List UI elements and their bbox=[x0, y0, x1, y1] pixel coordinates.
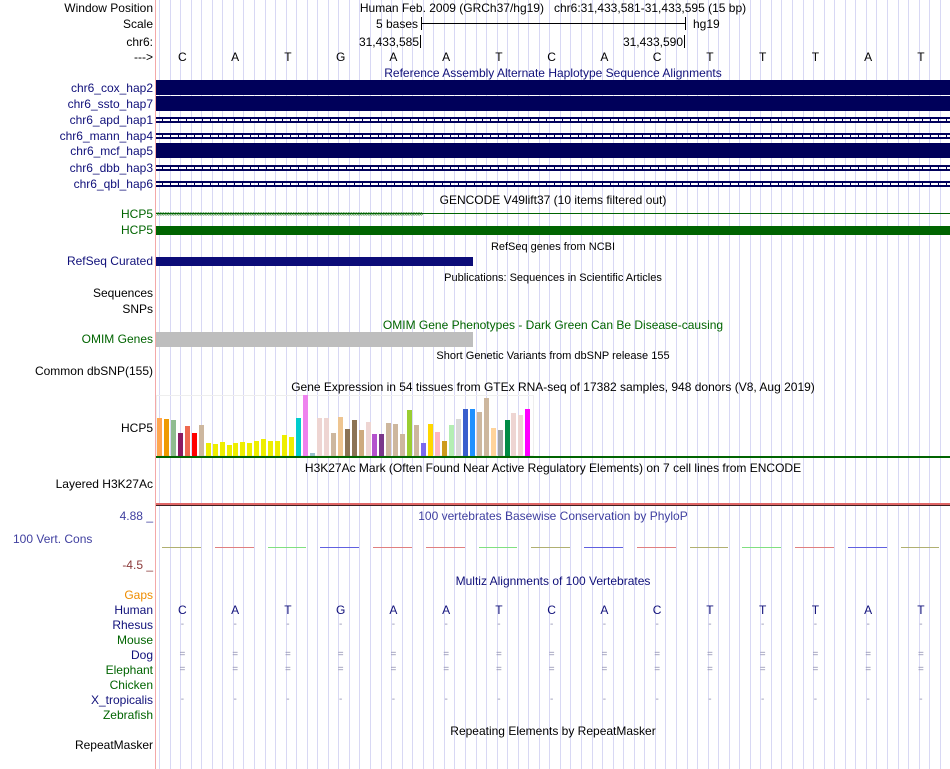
base-letter: T bbox=[811, 50, 820, 64]
gtex-tissue-bar[interactable] bbox=[518, 415, 523, 456]
gtex-tissue-bar[interactable] bbox=[178, 433, 183, 456]
alignment-base: C bbox=[547, 603, 556, 617]
publications-track-title[interactable]: Publications: Sequences in Scientific Articles bbox=[444, 272, 662, 284]
conservation-mark[interactable] bbox=[215, 547, 254, 548]
alignment-mark: = bbox=[812, 664, 819, 675]
multiz-gaps-label[interactable]: Gaps bbox=[124, 588, 153, 602]
gtex-tissue-bar[interactable] bbox=[317, 418, 322, 456]
scale-label: Scale bbox=[122, 17, 153, 31]
multiz-track-title[interactable]: Multiz Alignments of 100 Vertebrates bbox=[455, 574, 651, 588]
haplotype-track-title[interactable]: Reference Assembly Alternate Haplotype Sequence Alignments bbox=[384, 66, 722, 80]
refseq-label[interactable]: RefSeq Curated bbox=[66, 254, 153, 268]
alignment-mark: - bbox=[708, 619, 712, 630]
gridline bbox=[834, 0, 835, 769]
base-letter: T bbox=[284, 50, 292, 64]
alignment-base: T bbox=[706, 603, 714, 617]
gtex-tissue-bar[interactable] bbox=[366, 422, 371, 456]
gtex-gene-line bbox=[156, 456, 950, 458]
gtex-tissue-bar[interactable] bbox=[352, 420, 357, 456]
gencode-label-2[interactable]: HCP5 bbox=[120, 223, 153, 237]
gtex-tissue-bar[interactable] bbox=[428, 424, 433, 456]
gtex-tissue-bar[interactable] bbox=[240, 442, 245, 456]
gridline bbox=[940, 0, 941, 769]
alignment-mark: = bbox=[706, 649, 713, 660]
gtex-tissue-bar[interactable] bbox=[254, 441, 259, 456]
alignment-mark: - bbox=[338, 619, 343, 630]
gtex-tissue-bar[interactable] bbox=[505, 420, 510, 456]
gridline bbox=[887, 0, 888, 769]
gtex-tissue-bar[interactable] bbox=[296, 418, 301, 456]
gtex-tissue-bar[interactable] bbox=[324, 418, 329, 456]
alignment-mark: - bbox=[655, 619, 659, 630]
window-position-label: Window Position bbox=[64, 1, 153, 15]
base-letter: T bbox=[758, 50, 767, 64]
alignment-mark: - bbox=[549, 694, 554, 705]
alignment-mark: - bbox=[813, 694, 818, 705]
gtex-tissue-bar[interactable] bbox=[393, 424, 398, 456]
base-letter: A bbox=[231, 50, 240, 64]
alignment-base: T bbox=[811, 603, 820, 617]
haplotype-alignment-gap[interactable] bbox=[156, 133, 950, 139]
gridline bbox=[201, 0, 202, 769]
species-label[interactable]: Dog bbox=[130, 648, 153, 662]
omim-track-title[interactable]: OMIM Gene Phenotypes - Dark Green Can Be Disease-causing bbox=[382, 318, 724, 332]
gtex-tissue-bar[interactable] bbox=[157, 418, 162, 456]
conservation-mark[interactable] bbox=[268, 547, 307, 548]
alignment-mark: - bbox=[233, 694, 237, 705]
conservation-mark[interactable] bbox=[479, 547, 518, 548]
gridline bbox=[170, 0, 171, 769]
alignment-mark: - bbox=[233, 619, 237, 630]
gtex-tissue-bar[interactable] bbox=[227, 445, 232, 456]
gridline bbox=[898, 0, 899, 769]
conservation-mark[interactable] bbox=[795, 547, 834, 548]
alignment-mark: - bbox=[655, 694, 659, 705]
gencode-strand-arrows: ›››››››››››››››››››››››››››››››››››››››››››››››››››››››››››››››››››››››››››››››››››››››››››››››››››››››››››››››››››››››››››››››››››››››››››››››››››››››››››››››› bbox=[156, 209, 423, 218]
repeatmasker-track-title[interactable]: Repeating Elements by RepeatMasker bbox=[450, 724, 656, 738]
position-left-tick bbox=[420, 35, 421, 48]
alignment-base: T bbox=[284, 603, 292, 617]
alignment-base: A bbox=[600, 603, 609, 617]
gridline bbox=[191, 0, 192, 769]
alignment-mark: - bbox=[391, 619, 396, 630]
scale-tick-left bbox=[421, 17, 422, 30]
repeatmasker-label[interactable]: RepeatMasker bbox=[74, 738, 153, 752]
alignment-mark: = bbox=[443, 649, 450, 660]
gtex-tissue-bar[interactable] bbox=[511, 413, 516, 456]
haplotype-label[interactable]: chr6_cox_hap2 bbox=[70, 81, 153, 95]
alignment-mark: = bbox=[232, 649, 239, 660]
omim-label[interactable]: OMIM Genes bbox=[81, 332, 153, 346]
species-label[interactable]: Elephant bbox=[105, 663, 153, 677]
gtex-tissue-bar[interactable] bbox=[463, 409, 468, 456]
base-letter: A bbox=[864, 50, 873, 64]
alignment-mark: = bbox=[865, 664, 872, 675]
gtex-tissue-bar[interactable] bbox=[199, 425, 204, 456]
gridline bbox=[845, 0, 846, 769]
base-letter: G bbox=[335, 50, 346, 64]
alignment-mark: = bbox=[654, 664, 661, 675]
alignment-mark: = bbox=[284, 664, 291, 675]
alignment-mark: - bbox=[602, 619, 607, 630]
species-label[interactable]: Zebrafish bbox=[102, 708, 153, 722]
alignment-mark: = bbox=[548, 664, 555, 675]
h3k27ac-label[interactable]: Layered H3K27Ac bbox=[55, 477, 153, 491]
position-right: 31,433,590 bbox=[622, 35, 683, 49]
conservation-mark[interactable] bbox=[531, 547, 570, 548]
gtex-tissue-bar[interactable] bbox=[407, 410, 412, 456]
alignment-mark: - bbox=[919, 619, 923, 630]
base-letter: C bbox=[652, 50, 662, 64]
gtex-tissue-bar[interactable] bbox=[421, 443, 426, 456]
alignment-mark: - bbox=[391, 694, 396, 705]
alignment-mark: = bbox=[390, 649, 397, 660]
alignment-mark: - bbox=[444, 619, 448, 630]
alignment-mark: - bbox=[760, 694, 765, 705]
gridline bbox=[159, 0, 160, 769]
alignment-mark: - bbox=[180, 619, 185, 630]
alignment-mark: = bbox=[443, 664, 450, 675]
alignment-mark: - bbox=[497, 694, 501, 705]
gtex-tissue-bar[interactable] bbox=[498, 430, 503, 456]
alignment-mark: = bbox=[759, 649, 766, 660]
omim-gene-bar[interactable] bbox=[156, 332, 473, 347]
gridline bbox=[855, 0, 856, 769]
gridline bbox=[212, 0, 213, 769]
gtex-tissue-bar[interactable] bbox=[470, 409, 475, 456]
alignment-mark: = bbox=[495, 649, 502, 660]
gtex-tissue-bar[interactable] bbox=[220, 442, 225, 456]
conservation-mark[interactable] bbox=[637, 547, 676, 548]
haplotype-alignment-gap[interactable] bbox=[156, 165, 950, 171]
haplotype-label[interactable]: chr6_mann_hap4 bbox=[59, 129, 153, 143]
assembly-label: hg19 bbox=[693, 17, 720, 31]
gridline bbox=[275, 0, 276, 769]
base-letter: A bbox=[442, 50, 451, 64]
alignment-mark: = bbox=[917, 664, 924, 675]
haplotype-label[interactable]: chr6_dbb_hap3 bbox=[69, 161, 153, 175]
position-right-tick bbox=[684, 35, 685, 48]
gtex-tissue-bar[interactable] bbox=[303, 395, 308, 456]
alignment-mark: - bbox=[549, 619, 554, 630]
gtex-tissue-bar[interactable] bbox=[372, 434, 377, 456]
gtex-tissue-bar[interactable] bbox=[442, 441, 447, 456]
alignment-mark: = bbox=[337, 664, 344, 675]
alignment-mark: - bbox=[444, 694, 448, 705]
haplotype-alignment-bar[interactable] bbox=[156, 143, 950, 158]
conservation-mark[interactable] bbox=[742, 547, 781, 548]
gtex-tissue-bar[interactable] bbox=[386, 423, 391, 456]
refseq-track-title[interactable]: RefSeq genes from NCBI bbox=[490, 241, 616, 253]
alignment-mark: - bbox=[866, 619, 870, 630]
gencode-exon-bar[interactable] bbox=[156, 226, 950, 235]
gencode-track-title[interactable]: GENCODE V49lift37 (10 items filtered out) bbox=[439, 193, 667, 207]
species-label[interactable]: Chicken bbox=[109, 678, 153, 692]
gtex-tissue-bar[interactable] bbox=[435, 432, 440, 456]
conservation-mark[interactable] bbox=[584, 547, 623, 548]
haplotype-alignment-bar[interactable] bbox=[156, 96, 950, 111]
gtex-tissue-bar[interactable] bbox=[171, 420, 176, 456]
position-left: 31,433,585 bbox=[358, 35, 419, 49]
alignment-mark: - bbox=[708, 694, 712, 705]
alignment-base: C bbox=[652, 603, 662, 617]
alignment-mark: = bbox=[812, 649, 819, 660]
alignment-mark: - bbox=[866, 694, 870, 705]
alignment-base: T bbox=[917, 603, 925, 617]
haplotype-alignment-gap[interactable] bbox=[156, 117, 950, 123]
alignment-base: C bbox=[178, 603, 187, 617]
alignment-base: A bbox=[864, 603, 873, 617]
gtex-tissue-bar[interactable] bbox=[484, 398, 489, 456]
base-letter: A bbox=[389, 50, 398, 64]
phylop-track-title[interactable]: 100 vertebrates Basewise Conservation by PhyloP bbox=[418, 509, 688, 523]
gtex-tissue-bar[interactable] bbox=[233, 443, 238, 456]
gencode-label-1[interactable]: HCP5 bbox=[120, 207, 153, 221]
conservation-mark[interactable] bbox=[373, 547, 412, 548]
haplotype-label[interactable]: chr6_mcf_hap5 bbox=[70, 144, 153, 158]
gridline bbox=[254, 0, 255, 769]
chrom-label: chr6: bbox=[126, 35, 153, 49]
gtex-tissue-bar[interactable] bbox=[491, 428, 496, 456]
gtex-tissue-bar[interactable] bbox=[414, 425, 419, 456]
alignment-mark: - bbox=[286, 619, 290, 630]
alignment-mark: = bbox=[601, 664, 608, 675]
gtex-tissue-bar[interactable] bbox=[477, 412, 482, 456]
gtex-tissue-bar[interactable] bbox=[331, 433, 336, 456]
gtex-tissue-bar[interactable] bbox=[206, 443, 211, 456]
gridline bbox=[243, 0, 244, 769]
position-title: Human Feb. 2009 (GRCh37/hg19) chr6:31,433,581-31,433,595 (15 bp) bbox=[359, 1, 747, 15]
scale-tick-right bbox=[685, 17, 686, 30]
dbsnp-label[interactable]: Common dbSNP(155) bbox=[34, 364, 153, 378]
gtex-tissue-bar[interactable] bbox=[268, 441, 273, 456]
gridline bbox=[876, 0, 877, 769]
species-label[interactable]: Human bbox=[114, 603, 153, 617]
base-letter: T bbox=[706, 50, 714, 64]
strand-label: ---> bbox=[134, 50, 153, 64]
alignment-mark: = bbox=[759, 664, 766, 675]
alignment-mark: - bbox=[338, 694, 343, 705]
gridline bbox=[908, 0, 909, 769]
alignment-mark: - bbox=[760, 619, 765, 630]
publications-sequences-label[interactable]: Sequences bbox=[92, 286, 153, 300]
haplotype-label[interactable]: chr6_apd_hap1 bbox=[69, 113, 153, 127]
gtex-tissue-bar[interactable] bbox=[345, 429, 350, 456]
alignment-mark: = bbox=[179, 649, 186, 660]
h3k27ac-track-title[interactable]: H3K27Ac Mark (Often Found Near Active Regulatory Elements) on 7 cell lines from ENCODE bbox=[304, 461, 802, 475]
species-label[interactable]: Rhesus bbox=[112, 618, 153, 632]
gtex-track-title[interactable]: Gene Expression in 54 tissues from GTEx RNA-seq of 17382 samples, 948 donors (V8, Aug 2019) bbox=[291, 380, 815, 394]
gtex-bar-chart[interactable] bbox=[156, 395, 536, 456]
alignment-base: A bbox=[442, 603, 451, 617]
haplotype-label[interactable]: chr6_ssto_hap7 bbox=[67, 97, 153, 111]
alignment-mark: - bbox=[497, 619, 501, 630]
species-label[interactable]: Mouse bbox=[116, 633, 153, 647]
gtex-tissue-bar[interactable] bbox=[185, 426, 190, 456]
conservation-mark[interactable] bbox=[901, 547, 940, 548]
scale-text: 5 bases bbox=[375, 17, 418, 31]
publications-snps-label[interactable]: SNPs bbox=[122, 302, 153, 316]
alignment-mark: = bbox=[706, 664, 713, 675]
conservation-mark[interactable] bbox=[426, 547, 465, 548]
alignment-mark: = bbox=[390, 664, 397, 675]
label-divider bbox=[155, 0, 156, 769]
gtex-tissue-bar[interactable] bbox=[456, 419, 461, 456]
alignment-base: T bbox=[758, 603, 767, 617]
base-letter: T bbox=[495, 50, 503, 64]
alignment-mark: = bbox=[917, 649, 924, 660]
haplotype-alignment-gap[interactable] bbox=[156, 181, 950, 187]
phylop-max-label: 4.88 _ bbox=[119, 509, 153, 523]
dbsnp-track-title[interactable]: Short Genetic Variants from dbSNP release 155 bbox=[436, 350, 670, 362]
conservation-mark[interactable] bbox=[320, 547, 359, 548]
species-label[interactable]: X_tropicalis bbox=[90, 693, 153, 707]
alignment-base: G bbox=[335, 603, 346, 617]
haplotype-alignment-bar[interactable] bbox=[156, 80, 950, 95]
gtex-tissue-bar[interactable] bbox=[338, 417, 343, 456]
scale-bar bbox=[421, 23, 685, 24]
alignment-mark: = bbox=[495, 664, 502, 675]
gtex-tissue-bar[interactable] bbox=[192, 433, 197, 456]
gtex-tissue-bar[interactable] bbox=[282, 435, 287, 456]
alignment-mark: = bbox=[601, 649, 608, 660]
gtex-tissue-bar[interactable] bbox=[261, 439, 266, 456]
alignment-mark: - bbox=[919, 694, 923, 705]
alignment-mark: = bbox=[548, 649, 555, 660]
alignment-base: A bbox=[389, 603, 398, 617]
h3k27ac-signal-line bbox=[156, 503, 950, 506]
alignment-mark: = bbox=[654, 649, 661, 660]
alignment-mark: - bbox=[602, 694, 607, 705]
gtex-tissue-bar[interactable] bbox=[247, 443, 252, 456]
gridline bbox=[824, 0, 825, 769]
conservation-mark[interactable] bbox=[848, 547, 887, 548]
phylop-label[interactable]: 100 Vert. Cons bbox=[13, 532, 93, 546]
alignment-mark: = bbox=[179, 664, 186, 675]
gtex-label[interactable]: HCP5 bbox=[120, 421, 153, 435]
alignment-mark: = bbox=[284, 649, 291, 660]
gtex-tissue-bar[interactable] bbox=[449, 425, 454, 456]
alignment-mark: = bbox=[865, 649, 872, 660]
gtex-tissue-bar[interactable] bbox=[275, 441, 280, 456]
gridline bbox=[222, 0, 223, 769]
gridline bbox=[929, 0, 930, 769]
gtex-tissue-bar[interactable] bbox=[525, 409, 530, 456]
gtex-tissue-bar[interactable] bbox=[379, 434, 384, 456]
base-letter: A bbox=[600, 50, 609, 64]
gtex-tissue-bar[interactable] bbox=[400, 434, 405, 456]
alignment-base: T bbox=[495, 603, 503, 617]
conservation-mark[interactable] bbox=[162, 547, 201, 548]
gtex-tissue-bar[interactable] bbox=[164, 419, 169, 456]
alignment-mark: = bbox=[337, 649, 344, 660]
phylop-min-label: -4.5 _ bbox=[122, 558, 153, 572]
alignment-mark: = bbox=[232, 664, 239, 675]
gridline bbox=[265, 0, 266, 769]
haplotype-label[interactable]: chr6_qbl_hap6 bbox=[73, 177, 153, 191]
alignment-mark: - bbox=[286, 694, 290, 705]
alignment-mark: - bbox=[180, 694, 185, 705]
refseq-gene-bar[interactable] bbox=[156, 257, 473, 266]
gtex-tissue-bar[interactable] bbox=[289, 437, 294, 456]
base-letter: T bbox=[917, 50, 925, 64]
gtex-tissue-bar[interactable] bbox=[359, 430, 364, 456]
base-letter: C bbox=[547, 50, 556, 64]
gtex-tissue-bar[interactable] bbox=[213, 444, 218, 456]
alignment-mark: - bbox=[813, 619, 818, 630]
conservation-mark[interactable] bbox=[690, 547, 729, 548]
alignment-base: A bbox=[231, 603, 240, 617]
base-letter: C bbox=[178, 50, 187, 64]
